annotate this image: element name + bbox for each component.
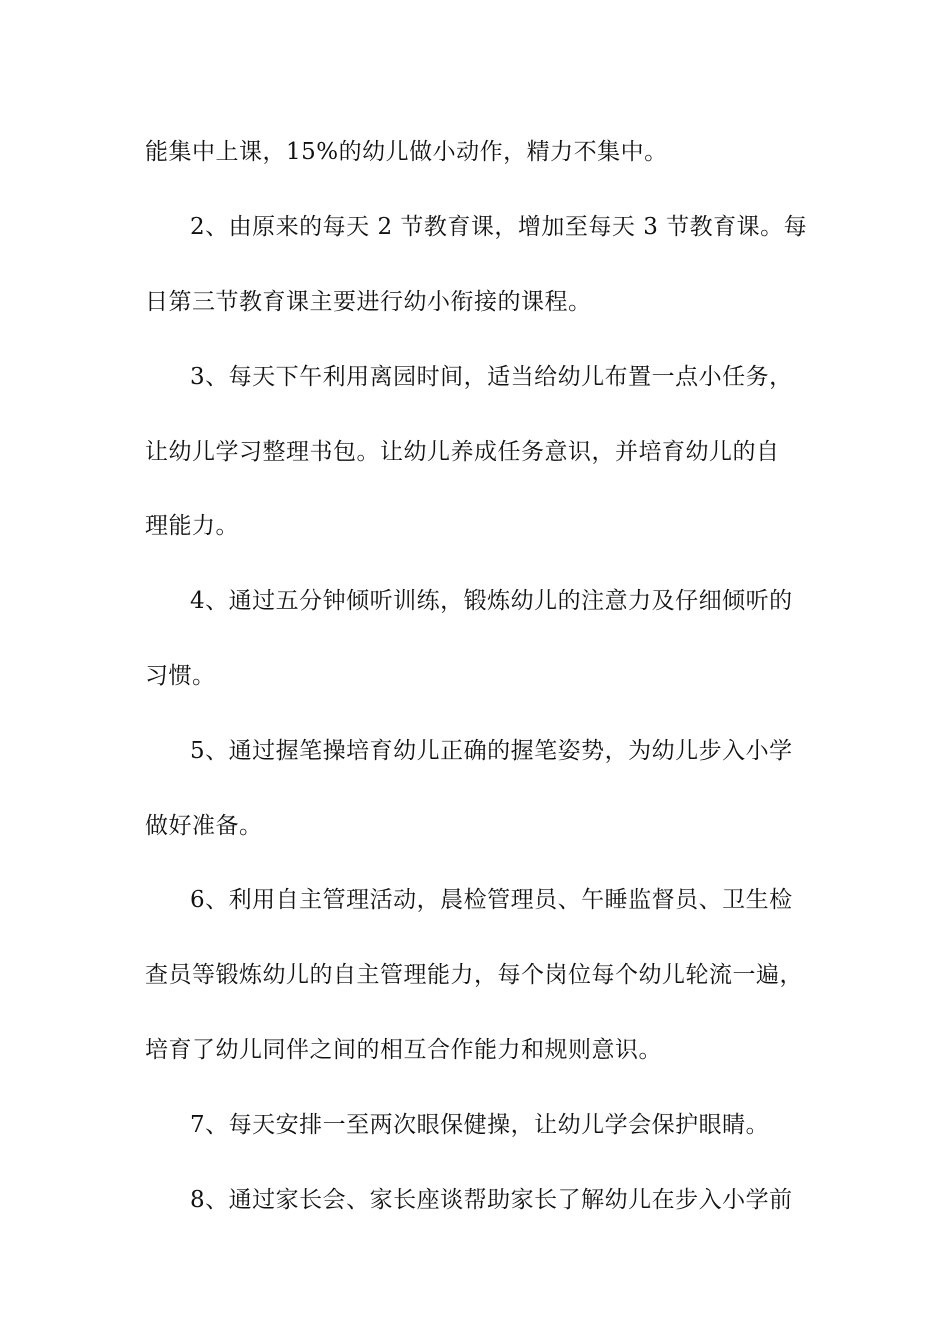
text-line: 5、通过握笔操培育幼儿正确的握笔姿势，为幼儿步入小学 (190, 738, 793, 764)
text-line: 能集中上课，15%的幼儿做小动作，精力不集中。 (145, 139, 668, 165)
text-line: 6、利用自主管理活动，晨检管理员、午睡监督员、卫生检 (190, 887, 793, 913)
text-line: 让幼儿学习整理书包。让幼儿养成任务意识，并培育幼儿的自 (145, 439, 780, 465)
text-line: 2、由原来的每天 2 节教育课，增加至每天 3 节教育课。每 (190, 214, 808, 240)
text-line: 7、每天安排一至两次眼保健操，让幼儿学会保护眼睛。 (190, 1112, 770, 1138)
text-line: 做好准备。 (145, 813, 263, 839)
text-line: 习惯。 (145, 663, 216, 689)
text-line: 4、通过五分钟倾听训练，锻炼幼儿的注意力及仔细倾听的 (190, 588, 793, 614)
text-line: 3、每天下午利用离园时间，适当给幼儿布置一点小任务， (190, 364, 793, 390)
text-line: 查员等锻炼幼儿的自主管理能力，每个岗位每个幼儿轮流一遍， (145, 962, 803, 988)
text-line: 理能力。 (145, 513, 239, 539)
text-line: 8、通过家长会、家长座谈帮助家长了解幼儿在步入小学前 (190, 1187, 793, 1213)
text-line: 日第三节教育课主要进行幼小衔接的课程。 (145, 289, 592, 315)
text-line: 培育了幼儿同伴之间的相互合作能力和规则意识。 (145, 1037, 662, 1063)
